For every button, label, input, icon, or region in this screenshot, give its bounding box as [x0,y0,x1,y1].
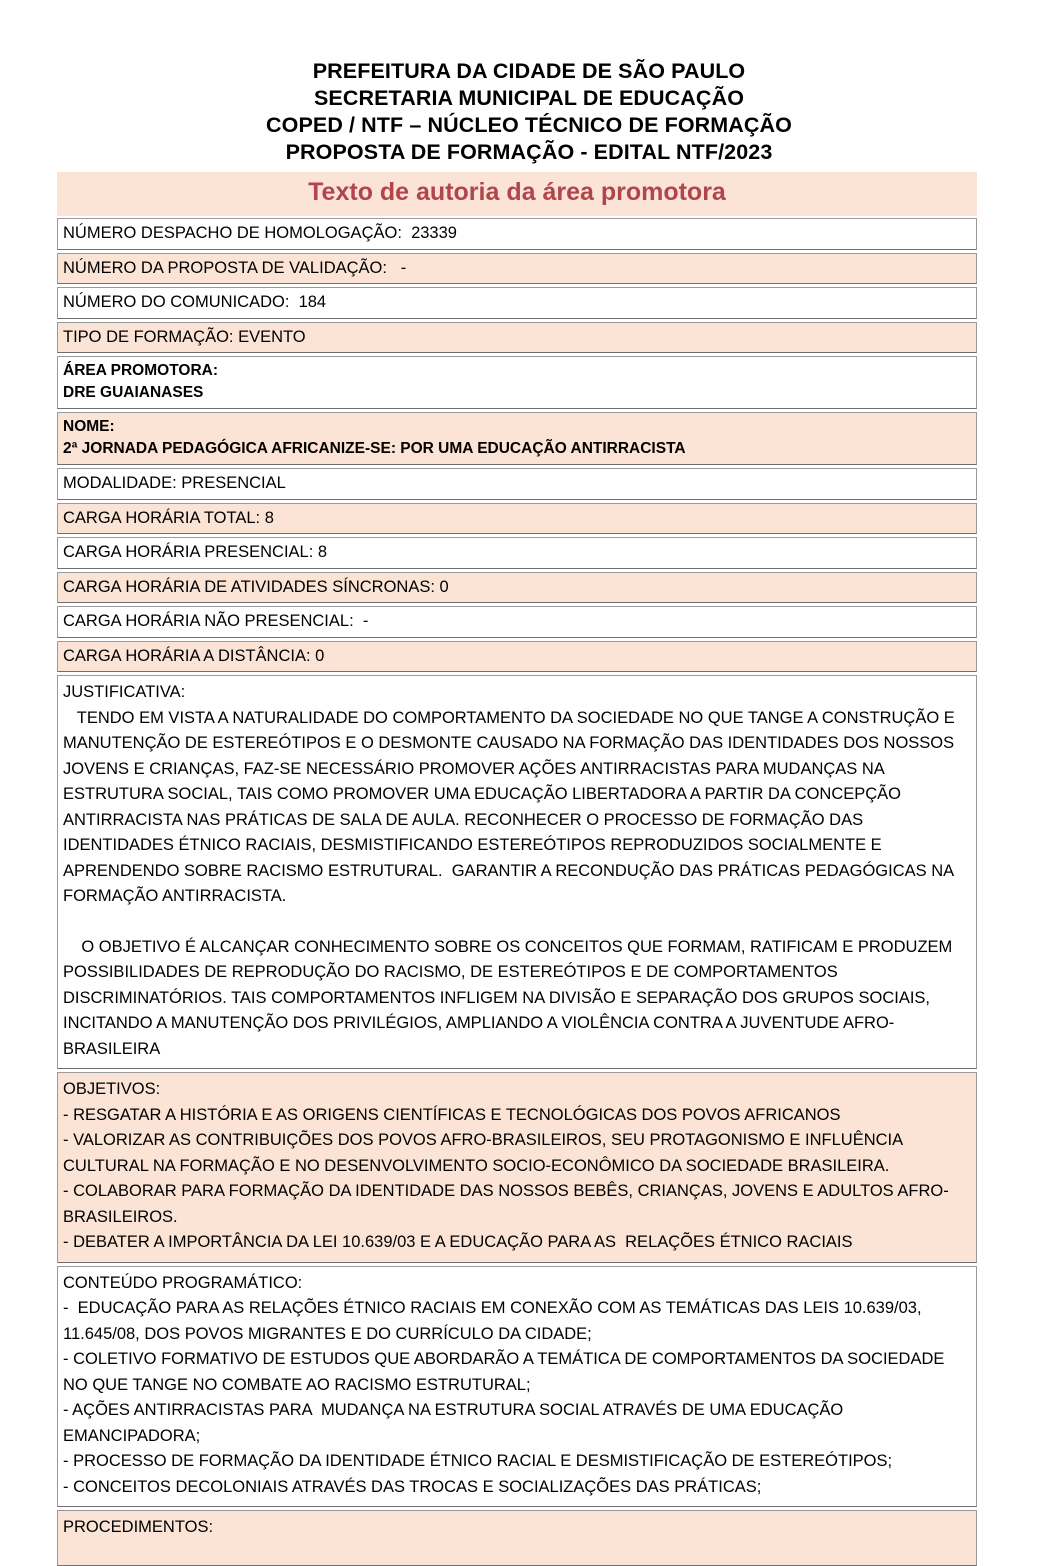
field-carga-horaria-total-text: CARGA HORÁRIA TOTAL: 8 [63,508,274,527]
objetivos-item: - DEBATER A IMPORTÂNCIA DA LEI 10.639/03 E A EDUCAÇÃO PARA AS RELAÇÕES ÉTNICO RACIAIS [63,1233,853,1251]
header-line-proposta-edital: PROPOSTA DE FORMAÇÃO - EDITAL NTF/2023 [285,140,773,164]
field-row-area-promotora [57,356,977,409]
form-table [57,172,977,1566]
field-area-promotora-value: DRE GUAIANASES [63,384,204,401]
field-proposta-validacao-text: NÚMERO DA PROPOSTA DE VALIDAÇÃO: - [63,258,407,277]
objetivos-label: OBJETIVOS: [63,1080,161,1098]
objetivos-item: - VALORIZAR AS CONTRIBUIÇÕES DOS POVOS AFRO-BRASILEIROS, SEU PROTAGONISMO E INFLUÊNCIA CULTURAL NA FORMAÇÃO E NO DESENVOLVIMENTO SOCIO-ECONÔMICO DA SOCIEDADE BRASILEIRA. [63,1131,907,1175]
justificativa-paragraph-gap [63,910,970,935]
section-row-conteudo-programatico [57,1266,977,1508]
justificativa-paragraph-2: O OBJETIVO É ALCANÇAR CONHECIMENTO SOBRE OS CONCEITOS QUE FORMAM, RATIFICAM E PRODUZEM POSSIBILIDADES DE REPRODUÇÃO DO RACISMO, DE ESTEREÓTIPOS E DE COMPORTAMENTOS DISCRIMINATÓRIOS. TAIS COMPORTAMENTOS INFLIGEM NA DIVISÃO E SEPARAÇÃO DOS GRUPOS SOCIAIS, INCITANDO A MANUTENÇÃO DOS PRIVILÉGIOS, AMPLIANDO A VIOLÊNCIA CONTRA A JUVENTUDE AFRO-BRASILEIRA [63,937,957,1058]
section-banner-autoria [57,172,977,216]
field-row-modalidade [57,468,977,500]
objetivos-item: - COLABORAR PARA FORMAÇÃO DA IDENTIDADE DAS NOSSOS BEBÊS, CRIANÇAS, JOVENS E ADULTOS AFRO-BRASILEIROS. [63,1182,949,1226]
field-row-proposta-validacao [57,253,977,285]
field-nome-label: NOME: [63,418,115,435]
field-despacho-homologacao-text: NÚMERO DESPACHO DE HOMOLOGAÇÃO: 23339 [63,224,457,242]
justificativa-paragraph-1: TENDO EM VISTA A NATURALIDADE DO COMPORTAMENTO DA SOCIEDADE NO QUE TANGE A CONSTRUÇÃO E MANUTENÇÃO DE ESTEREÓTIPOS E O DESMONTE CAUSADO NA FORMAÇÃO DAS IDENTIDADES DOS NOSSOS JOVENS E CRIANÇAS, FAZ-SE NECESSÁRIO PROMOVER AÇÕES ANTIRRACISTAS PARA MUDANÇAS NA ESTRUTURA SOCIAL, TAIS COMO PROMOVER UMA EDUCAÇÃO LIBERTADORA A PARTIR DA CONCEPÇÃO ANTIRRACISTA NAS PRÁTICAS DE SALA DE AULA. RECONHECER O PROCESSO DE FORMAÇÃO DAS IDENTIDADES ÉTNICO RACIAIS, DESMISTIFICANDO ESTEREÓTIPOS REPRODUZIDOS SOCIALMENTE E APRENDENDO SOBRE RACISMO ESTRUTURAL. GARANTIR A RECONDUÇÃO DAS PRÁTICAS PEDAGÓGICAS NA FORMAÇÃO ANTIRRACISTA. [63,708,960,905]
field-row-carga-horaria-presencial [57,537,977,569]
conteudo-programatico-item: - PROCESSO DE FORMAÇÃO DA IDENTIDADE ÉTNICO RACIAL E DESMISTIFICAÇÃO DE ESTEREÓTIPOS; [63,1452,893,1470]
field-area-promotora-label: ÁREA PROMOTORA: [63,362,218,379]
conteudo-programatico-item: - COLETIVO FORMATIVO DE ESTUDOS QUE ABORDARÃO A TEMÁTICA DE COMPORTAMENTOS DA SOCIEDADE NO QUE TANGE NO COMBATE AO RACISMO ESTRUTURAL; [63,1350,949,1394]
field-carga-horaria-presencial-text: CARGA HORÁRIA PRESENCIAL: 8 [63,543,328,561]
section-row-procedimentos [57,1510,977,1566]
field-comunicado-text: NÚMERO DO COMUNICADO: 184 [63,293,327,311]
header-line-secretaria: SECRETARIA MUNICIPAL DE EDUCAÇÃO [313,86,745,110]
field-row-carga-horaria-sincronas [57,572,977,604]
field-row-carga-horaria-distancia [57,641,977,673]
banner-title: Texto de autoria da área promotora [308,178,726,206]
field-row-despacho-homologacao [57,218,977,250]
header-line-prefeitura: PREFEITURA DA CIDADE DE SÃO PAULO [312,59,746,83]
section-row-justificativa [57,675,977,1069]
field-carga-horaria-distancia-text: CARGA HORÁRIA A DISTÂNCIA: 0 [63,646,325,665]
section-row-objetivos [57,1072,977,1263]
conteudo-programatico-item: - CONCEITOS DECOLONIAIS ATRAVÉS DAS TROCAS E SOCIALIZAÇÕES DAS PRÁTICAS; [63,1477,762,1496]
justificativa-label: JUSTIFICATIVA: [63,683,186,701]
field-row-carga-horaria-nao-presencial [57,606,977,638]
field-nome-value: 2ª JORNADA PEDAGÓGICA AFRICANIZE-SE: POR UMA EDUCAÇÃO ANTIRRACISTA [63,440,686,457]
field-tipo-formacao-text: TIPO DE FORMAÇÃO: EVENTO [63,327,306,346]
field-row-carga-horaria-total [57,503,977,535]
conteudo-programatico-label: CONTEÚDO PROGRAMÁTICO: [63,1273,303,1292]
field-modalidade-text: MODALIDADE: PRESENCIAL [63,474,286,492]
document-header [0,0,1058,166]
conteudo-programatico-item: - EDUCAÇÃO PARA AS RELAÇÕES ÉTNICO RACIAIS EM CONEXÃO COM AS TEMÁTICAS DAS LEIS 10.639/03, 11.645/08, DOS POVOS MIGRANTES E DO CURRÍCULO DA CIDADE; [63,1299,927,1343]
field-carga-horaria-nao-presencial-text: CARGA HORÁRIA NÃO PRESENCIAL: - [63,612,369,630]
procedimentos-label: PROCEDIMENTOS: [63,1518,214,1536]
field-row-tipo-formacao [57,322,977,354]
field-carga-horaria-sincronas-text: CARGA HORÁRIA DE ATIVIDADES SÍNCRONAS: 0 [63,577,449,596]
field-row-comunicado [57,287,977,319]
field-row-nome [57,412,977,465]
conteudo-programatico-item: - AÇÕES ANTIRRACISTAS PARA MUDANÇA NA ESTRUTURA SOCIAL ATRAVÉS DE UMA EDUCAÇÃO EMANCIPADORA; [63,1401,848,1445]
objetivos-item: - RESGATAR A HISTÓRIA E AS ORIGENS CIENTÍFICAS E TECNOLÓGICAS DOS POVOS AFRICANOS [63,1105,841,1124]
header-line-coped-ntf: COPED / NTF – NÚCLEO TÉCNICO DE FORMAÇÃO [266,113,792,137]
